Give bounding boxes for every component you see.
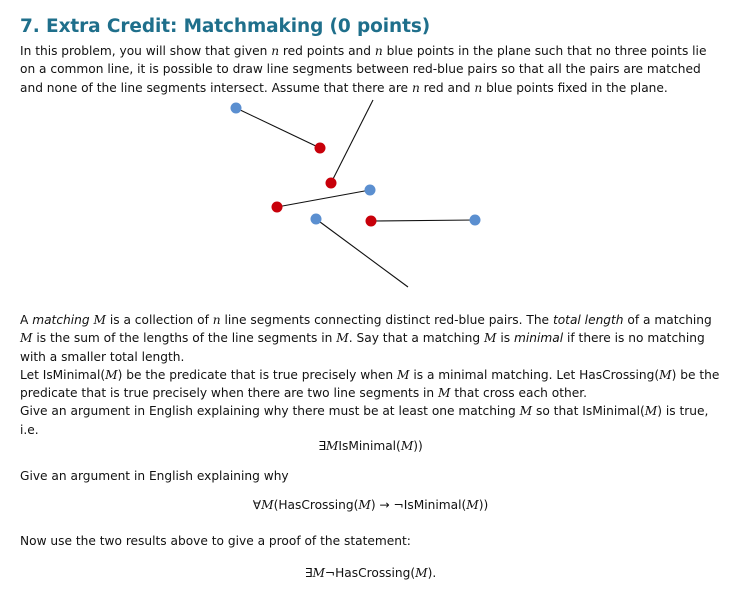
segment bbox=[371, 220, 475, 221]
definitions-paragraph: A matching M is a collection of n line segments connecting distinct red-blue pairs. The total length of a matching M is the sum of the lengths of the line segments in M. Say that a matching M is minimal if there is no matching with a smaller total length. Let IsMinimal(M) be the predicate that is true precisely when M is a minimal matching. Let HasCrossing(M) be the predicate that is true precisely when there are two line segments in M that cross each other. Give an argument in English explaining why there must be at least one matching M so that IsMinimal(M) is true, i.e. bbox=[20, 313, 720, 437]
red-point bbox=[326, 178, 337, 189]
segment bbox=[331, 100, 373, 183]
red-point bbox=[315, 143, 326, 154]
blue-point bbox=[470, 215, 481, 226]
segment bbox=[277, 190, 370, 207]
formula-exists-no-crossing: ∃M¬HasCrossing(M). bbox=[304, 566, 437, 580]
blue-point bbox=[231, 103, 242, 114]
intro-paragraph: In this problem, you will show that given n red points and n blue points in the plane such that no three points lie on a common line, it is possible to draw line segments between red-blue pairs so that all the pairs are matched and none of the line segments intersect. Assume that there are n red and n blue points fixed in the plane. bbox=[20, 44, 707, 95]
blue-point bbox=[365, 185, 376, 196]
red-point bbox=[366, 216, 377, 227]
problem-title: 7. Extra Credit: Matchmaking (0 points) bbox=[20, 16, 431, 37]
blue-point bbox=[311, 214, 322, 225]
segment bbox=[316, 219, 408, 287]
formula-exists-minimal: ∃MIsMinimal(M)) bbox=[318, 439, 423, 453]
formula-forall-crossing: ∀M(HasCrossing(M) → ¬IsMinimal(M)) bbox=[252, 498, 489, 512]
segment bbox=[236, 108, 320, 148]
red-point bbox=[272, 202, 283, 213]
task2-text: Give an argument in English explaining why bbox=[20, 469, 289, 483]
task3-text: Now use the two results above to give a proof of the statement: bbox=[20, 534, 411, 548]
